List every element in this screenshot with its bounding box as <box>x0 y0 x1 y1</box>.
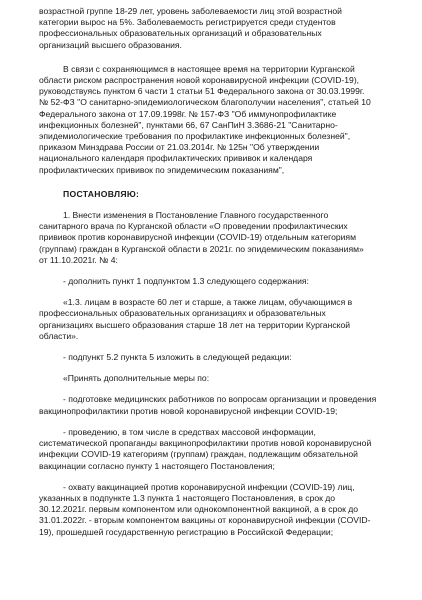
paragraph-coverage: - охвату вакцинацией против коронавирусной инфекции (COVID-19) лиц, указанных в подпункте 1.3 пункта 1 настоящего Постановления, в срок до 30.12.2021г. первым компонентом или однокомпонентной вакциной, а в срок до 31.01.2022г. - вторым компонентом вакцины от коронавирусной инфекции (COVID- 19), прошедшей государственную регистрацию в Российской Федерации; <box>39 481 371 537</box>
paragraph-subitem-1-3: «1.3. лицам в возрасте 60 лет и старше, а также лицам, обучающимся в профессиональных образовательных организациях и образовательных организациях высшего образования старше 18 лет на территории Курганской области». <box>39 297 353 341</box>
paragraph-restate-5-2: - подпункт 5.2 пункта 5 изложить в следующей редакции: <box>63 352 292 363</box>
paragraph-intro: возрастной группе 18-29 лет, уровень заболеваемости лиц этой возрастной категории вырос на 5%. Заболеваемость регистрируется среди студентов профессиональных образовательных организаций и образовательных организаций высшего образования. <box>39 6 342 50</box>
paragraph-training: - подготовке медицинских работников по вопросам организации и проведения вакцинопрофилактики против новой коронавирусной инфекции COVID-19; <box>39 394 377 416</box>
paragraph-item-1: 1. Внести изменения в Постановление Главного государственного санитарного врача по Курганской области «О проведении профилактических прививок против коронавирусной инфекции (COVID-19) отдельным категориям (группам) граждан в Курганской области в 2021г. по эпидемическим показаниям» от 11.10.2021г. № 4: <box>39 210 364 265</box>
paragraph-measures-intro: «Принять дополнительные меры по: <box>63 373 210 384</box>
paragraph-propaganda: - проведению, в том числе в средствах массовой информации, систематической пропаганды вакцинопрофилактики против новой коронавирусной инфекции COVID-19 категориям (группам) граждан, подлежащим обязательной вакцинации согласно пункту 1 настоящего Постановления; <box>39 426 372 471</box>
paragraph-grounds: В связи с сохраняющимся в настоящее время на территории Курганской области риском распространения новой коронавирусной инфекции (COVID-19), руководствуясь пунктом 6 части 1 статьи 51 Федерального закона от 30.03.1999г. № 52-ФЗ "О санитарно-эпидемиологическом благополучии населения", статьей 10 Федерального закона от 17.09.1998г. № 157-ФЗ "Об иммунопрофилактике инфекционных болезней", пунктами 66, 67 СанПиН 3.3686-21 "Санитарно- эпидемиологические требования по профилактике инфекционных болезней", приказом Минздрава России от 21.03.2014г. № 125н "Об утверждении национального календаря профилактических прививок и календаря профилактических прививок по эпидемическим показаниям", <box>39 63 371 175</box>
paragraph-add-subitem: - дополнить пункт 1 подпунктом 1.3 следующего содержания: <box>63 276 309 287</box>
resolution-heading: ПОСТАНОВЛЯЮ: <box>63 188 140 199</box>
